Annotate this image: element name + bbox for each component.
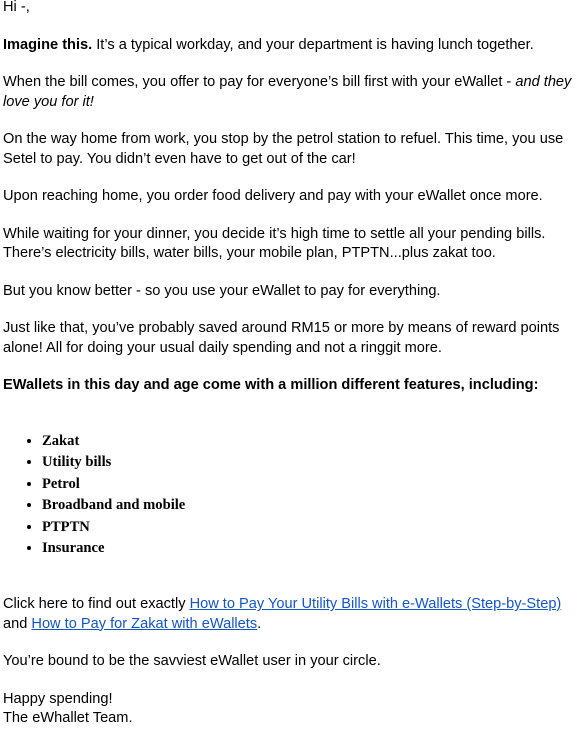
bill-text: When the bill comes, you offer to pay for everyone’s bill first with your eWallet - bbox=[3, 74, 516, 90]
team-signature: The eWhallet Team. bbox=[3, 710, 133, 727]
intro-bold: Imagine this. bbox=[3, 36, 93, 53]
intro-text: It’s a typical workday, and your department is having lunch together. bbox=[92, 36, 534, 53]
list-item: • Petrol bbox=[42, 474, 577, 496]
features-list bbox=[3, 431, 577, 561]
bill-paragraph bbox=[3, 73, 577, 112]
features-heading-text: EWallets in this day and age come with a million different features, including: bbox=[3, 377, 539, 393]
list-item: • Broadband and mobile bbox=[42, 495, 577, 517]
zakat-link[interactable]: How to Pay for Zakat with eWallets bbox=[31, 615, 258, 632]
list-item: • Zakat bbox=[42, 431, 577, 453]
features-heading bbox=[3, 376, 577, 396]
cta-suffix: . bbox=[257, 615, 262, 632]
know-better-paragraph: But you know better - so you use your eWallet to pay for everything. bbox=[3, 282, 441, 299]
saved-paragraph: Just like that, you’ve probably saved around RM15 or more by means of reward points alone! All for doing your usual daily spending and not a ringgit more. bbox=[3, 320, 560, 356]
list-item: • Utility bills bbox=[42, 452, 577, 474]
list-item: • PTPTN bbox=[42, 517, 577, 539]
petrol-paragraph: On the way home from work, you stop by the petrol station to refuel. This time, you use Setel to pay. You didn’t even have to get out of the car! bbox=[3, 131, 564, 167]
bill-italic: and they love you for it! bbox=[3, 74, 572, 110]
bills-paragraph: While waiting for your dinner, you decide it’s high time to settle all your pending bills. There’s electricity bills, water bills, your mobile plan, PTPTN...plus zakat too. bbox=[3, 225, 546, 261]
utility-bills-link[interactable]: How to Pay Your Utility Bills with e-Wallets (Step-by-Step) bbox=[189, 596, 562, 613]
delivery-paragraph: Upon reaching home, you order food delivery and pay with your eWallet once more. bbox=[3, 188, 543, 204]
intro-paragraph bbox=[3, 36, 577, 56]
signoff: Happy spending! bbox=[3, 690, 113, 707]
cta-middle: and bbox=[3, 615, 32, 632]
list-item: • Insurance bbox=[42, 538, 577, 560]
greeting: Hi -, bbox=[3, 0, 30, 15]
cta-prefix: Click here to find out exactly bbox=[3, 596, 190, 613]
savviest-paragraph: You’re bound to be the savviest eWallet user in your circle. bbox=[3, 653, 381, 670]
cta-paragraph bbox=[3, 595, 577, 634]
